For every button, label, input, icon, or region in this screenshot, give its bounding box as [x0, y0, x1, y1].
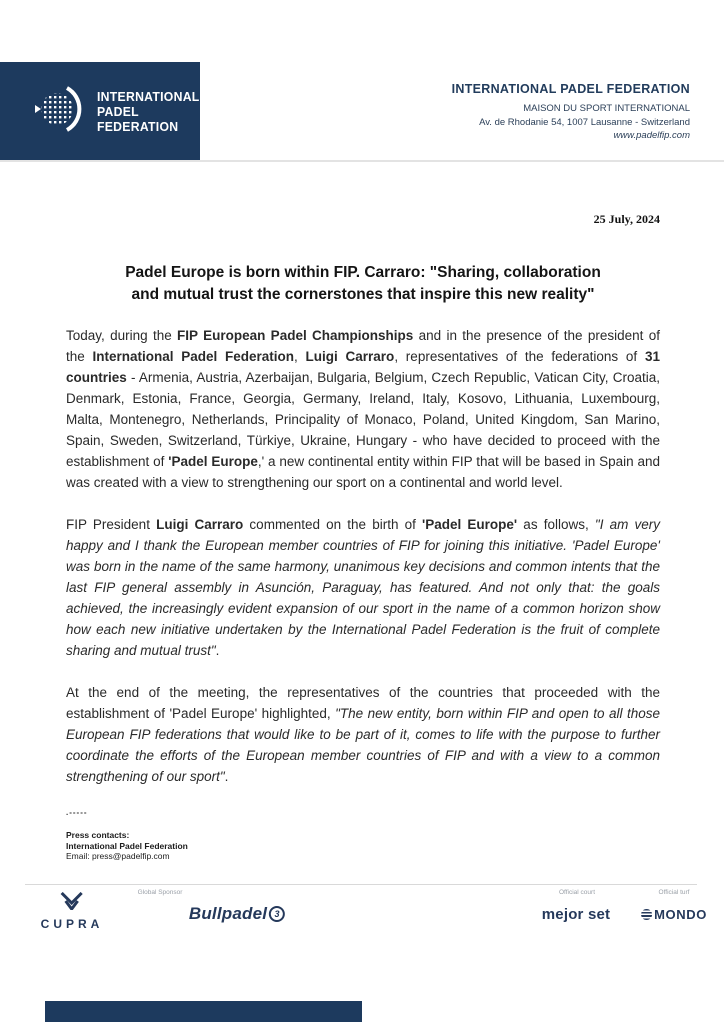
body-paragraph: FIP President Luigi Carraro commented on the birth of 'Padel Europe' as follows, "I am very happy and I thank the European member countries of FIP for joining this initiative. 'Padel Europe' was born in the name of the same harmony, unanimous key decisions and common intents that the last FIP general assembly in Asunción, Paraguay, has featured. And not only that: the goals achieved, the increasingly evident expansion of our sport in the name of a common horizon show how each new initiative undertaken by the International Padel Federation is the fruit of complete sharing and mutual trust".	[66, 517, 661, 658]
document-date: 25 July, 2024	[593, 212, 660, 226]
cupra-wordmark: CUPRA	[40, 917, 104, 931]
fip-logo-wordmark: INTERNATIONAL PADEL FEDERATION	[97, 88, 200, 134]
press-contacts-email-link[interactable]: Email: press@padelfip.com	[66, 851, 170, 861]
global-sponsor-label: Global Sponsor	[137, 889, 183, 896]
header-address-line2: Av. de Rhodanie 54, 1007 Lausanne - Switzerland	[479, 116, 690, 128]
mondo-logo	[641, 907, 707, 922]
document-body	[66, 325, 660, 862]
fip-logo-icon	[34, 81, 88, 142]
header-address-block	[452, 82, 690, 143]
header-website-link[interactable]: www.padelfip.com	[613, 130, 690, 141]
press-contacts-heading: Press contacts:	[66, 830, 130, 840]
header-divider	[0, 160, 724, 162]
paragraphs-container	[66, 325, 660, 787]
mejorset-logo	[542, 906, 611, 923]
header-address-line1: MAISON DU SPORT INTERNATIONAL	[523, 103, 690, 114]
press-contacts-org: International Padel Federation	[66, 840, 188, 851]
mondo-wordmark: MONDO	[654, 907, 707, 922]
footer-accent-bar	[45, 1001, 362, 1022]
page-title: Padel Europe is born within FIP. Carraro: "Sharing, collaboration and mutual trust the cornerstones that inspire this new reality"	[125, 264, 601, 303]
header-org-name: INTERNATIONAL PADEL FEDERATION	[451, 82, 690, 96]
official-turf-label: Official turf	[658, 889, 690, 896]
footer-divider	[25, 884, 697, 885]
mondo-globe-icon	[641, 909, 652, 920]
separator-mark: .-----	[66, 808, 88, 817]
bullpadel-logo	[189, 904, 285, 924]
bullpadel-badge-icon: 3	[269, 906, 285, 922]
cupra-logo	[41, 892, 104, 931]
press-contacts-block	[66, 830, 660, 862]
header-logo-block	[0, 62, 200, 160]
mejorset-wordmark: mejor set	[541, 906, 611, 923]
body-paragraph: At the end of the meeting, the representatives of the countries that proceeded with the establishment of 'Padel Europe' highlighted, "The new entity, born within FIP and open to all those European FIP federations that would like to be part of it, comes to life with the purpose to further coordinate the efforts of the European member countries of FIP and with a view to a common strengthening of our sport".	[66, 685, 660, 784]
body-paragraph: Today, during the FIP European Padel Championships and in the presence of the president of the International Padel Federation, Luigi Carraro, representatives of the federations of 31 countries - Armenia, Austria, Azerbaijan, Bulgaria, Belgium, Czech Republic, Vatican City, Croatia, Denmark, Estonia, France, Georgia, Germany, Ireland, Italy, Kosovo, Lithuania, Luxembourg, Malta, Montenegro, Netherlands, Principality of Monaco, Poland, United Kingdom, San Marino, Spain, Sweden, Switzerland, Türkiye, Ukraine, Hungary - who have decided to proceed with the establishment of 'Padel Europe,' a new continental entity within FIP that will be based in Spain and was created with a view to strengthening our sport on a continental and world level.	[66, 328, 661, 490]
official-court-label: Official court	[558, 889, 596, 896]
bullpadel-wordmark: Bullpadel	[188, 904, 268, 923]
cupra-emblem-icon	[59, 897, 85, 914]
